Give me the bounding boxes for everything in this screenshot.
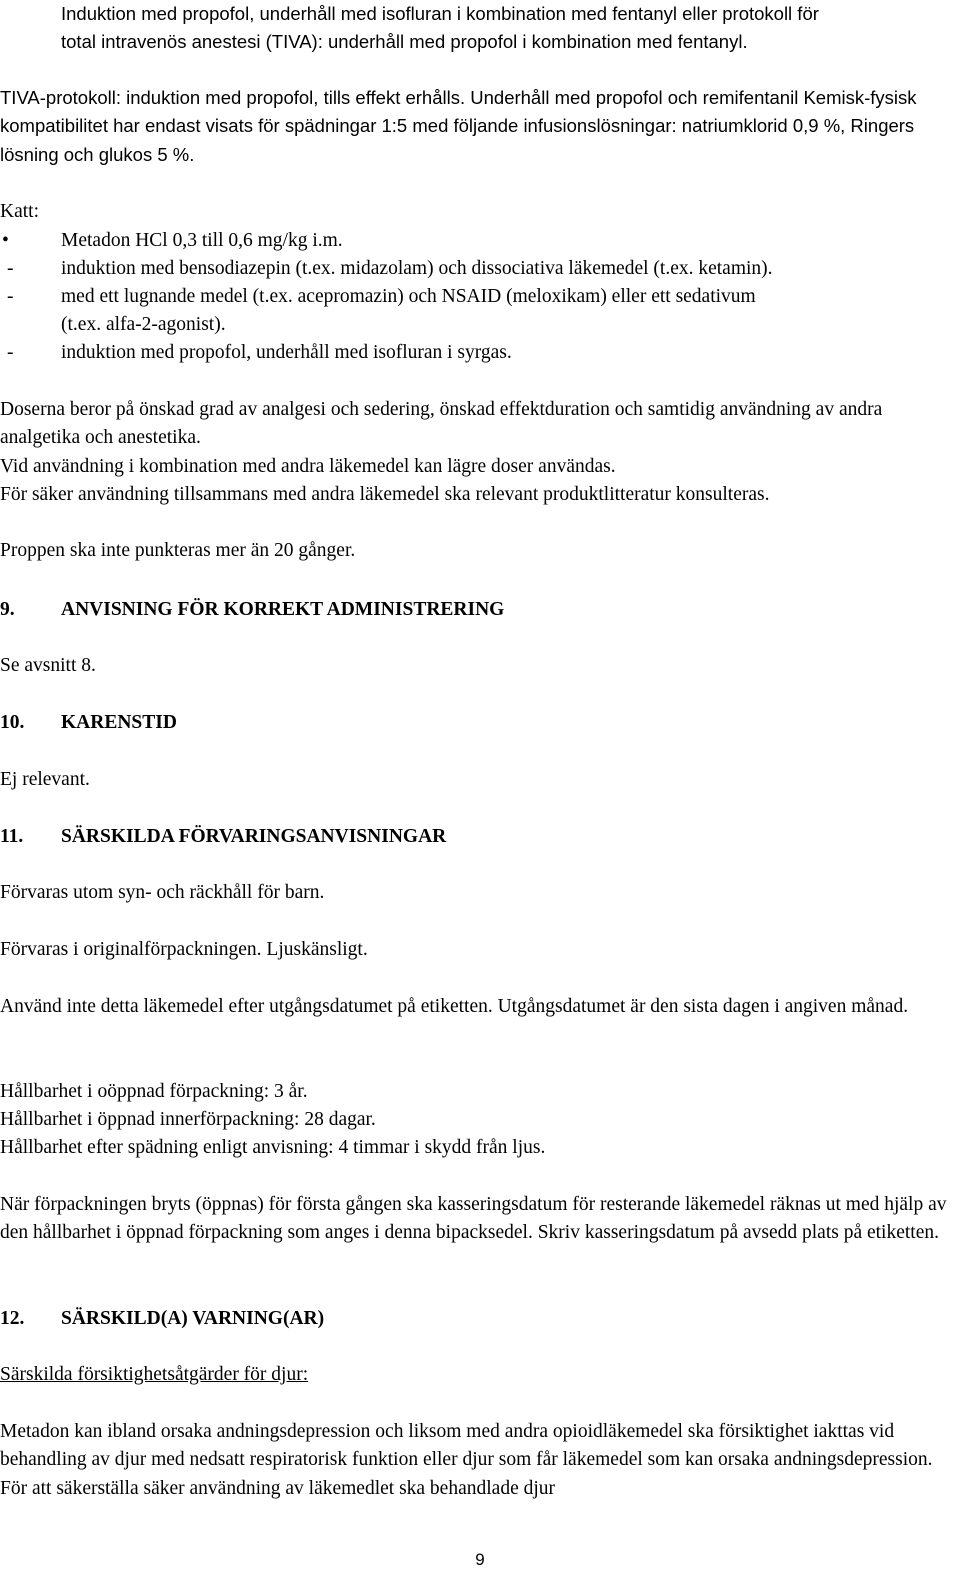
intro-line-2: total intravenös anestesi (TIVA): underhåll med propofol i kombination med fentanyl.	[61, 31, 748, 52]
dosing-combination-note: Vid användning i kombination med andra läkemedel kan lägre doser användas.	[0, 456, 616, 477]
tiva-protocol-paragraph: TIVA-protokoll: induktion med propofol, tills effekt erhålls. Underhåll med propofol och remifentanil Kemisk-fysisk kompatibilitet har endast visats för spädningar 1:5 med följande infusionslösningar: natriumklorid 0,9 %, Ringers lösning och glukos 5 %.	[0, 87, 917, 165]
discard-date-paragraph: När förpackningen bryts (öppnas) för första gången ska kasseringsdatum för resterande läkemedel räknas ut med hjälp av den hållbarhet i öppnad förpackning som anges i denna bipacksedel. Skriv kasseringsdatum på avsedd plats på etiketten.	[0, 1194, 947, 1244]
section-9-text: Se avsnitt 8.	[0, 655, 96, 676]
section-number: 9.	[0, 599, 15, 620]
page-number: 9	[475, 1550, 485, 1569]
cat-sub-item-3-text: induktion med propofol, underhåll med isofluran i syrgas.	[61, 342, 512, 363]
cat-sub-item-2-continuation: (t.ex. alfa-2-agonist).	[61, 314, 226, 335]
cat-sub-item-2-text: med ett lugnande medel (t.ex. acepromazin) och NSAID (meloxikam) eller ett sedativum	[61, 286, 756, 307]
intro-line-1: Induktion med propofol, underhåll med isofluran i kombination med fentanyl eller protokoll för	[61, 3, 819, 24]
dosing-paragraph: Doserna beror på önskad grad av analgesi och sedering, önskad effektduration och samtidig användning av andra analgetika och anestetika.	[0, 399, 883, 449]
stopper-note: Proppen ska inte punkteras mer än 20 gånger.	[0, 540, 356, 561]
dosing-literature-note: För säker användning tillsammans med andra läkemedel ska relevant produktlitteratur konsulteras.	[0, 484, 770, 505]
precautions-subheading: Särskilda försiktighetsåtgärder för djur:	[0, 1364, 309, 1385]
dash-icon: -	[7, 258, 14, 279]
cat-sub-item-1-text: induktion med bensodiazepin (t.ex. midazolam) och dissociativa läkemedel (t.ex. ketamin).	[61, 258, 773, 279]
shelf-life-unopened: Hållbarhet i oöppnad förpackning: 3 år.	[0, 1081, 308, 1102]
section-number: 12.	[0, 1308, 25, 1329]
shelf-life-opened: Hållbarhet i öppnad innerförpackning: 28 dagar.	[0, 1109, 376, 1130]
section-number: 11.	[0, 826, 24, 847]
expiry-paragraph: Använd inte detta läkemedel efter utgångsdatumet på etiketten. Utgångsdatumet är den sista dagen i angiven månad.	[0, 996, 909, 1017]
section-title: SÄRSKILDA FÖRVARINGSANVISNINGAR	[61, 826, 447, 847]
shelf-life-diluted: Hållbarhet efter spädning enligt anvisning: 4 timmar i skydd från ljus.	[0, 1137, 546, 1158]
section-number: 10.	[0, 712, 25, 733]
section-title: ANVISNING FÖR KORREKT ADMINISTRERING	[61, 599, 505, 620]
bullet-icon: •	[2, 230, 9, 251]
section-title: KARENSTID	[61, 712, 177, 733]
cat-heading: Katt:	[0, 201, 39, 222]
storage-children-note: Förvaras utom syn- och räckhåll för barn.	[0, 882, 325, 903]
section-title: SÄRSKILD(A) VARNING(AR)	[61, 1308, 325, 1329]
storage-package-note: Förvaras i originalförpackningen. Ljuskänsligt.	[0, 939, 368, 960]
cat-bullet-text: Metadon HCl 0,3 till 0,6 mg/kg i.m.	[61, 230, 343, 251]
section-10-text: Ej relevant.	[0, 769, 90, 790]
precautions-paragraph: Metadon kan ibland orsaka andningsdepression och liksom med andra opioidläkemedel ska försiktighet iakttas vid behandling av djur med nedsatt respiratorisk funktion eller djur som får läkemedel som kan orsaka andningsdepression. För att säkerställa säker användning av läkemedlet ska behandlade djur	[0, 1421, 933, 1499]
dash-icon: -	[7, 286, 14, 307]
dash-icon: -	[7, 342, 14, 363]
